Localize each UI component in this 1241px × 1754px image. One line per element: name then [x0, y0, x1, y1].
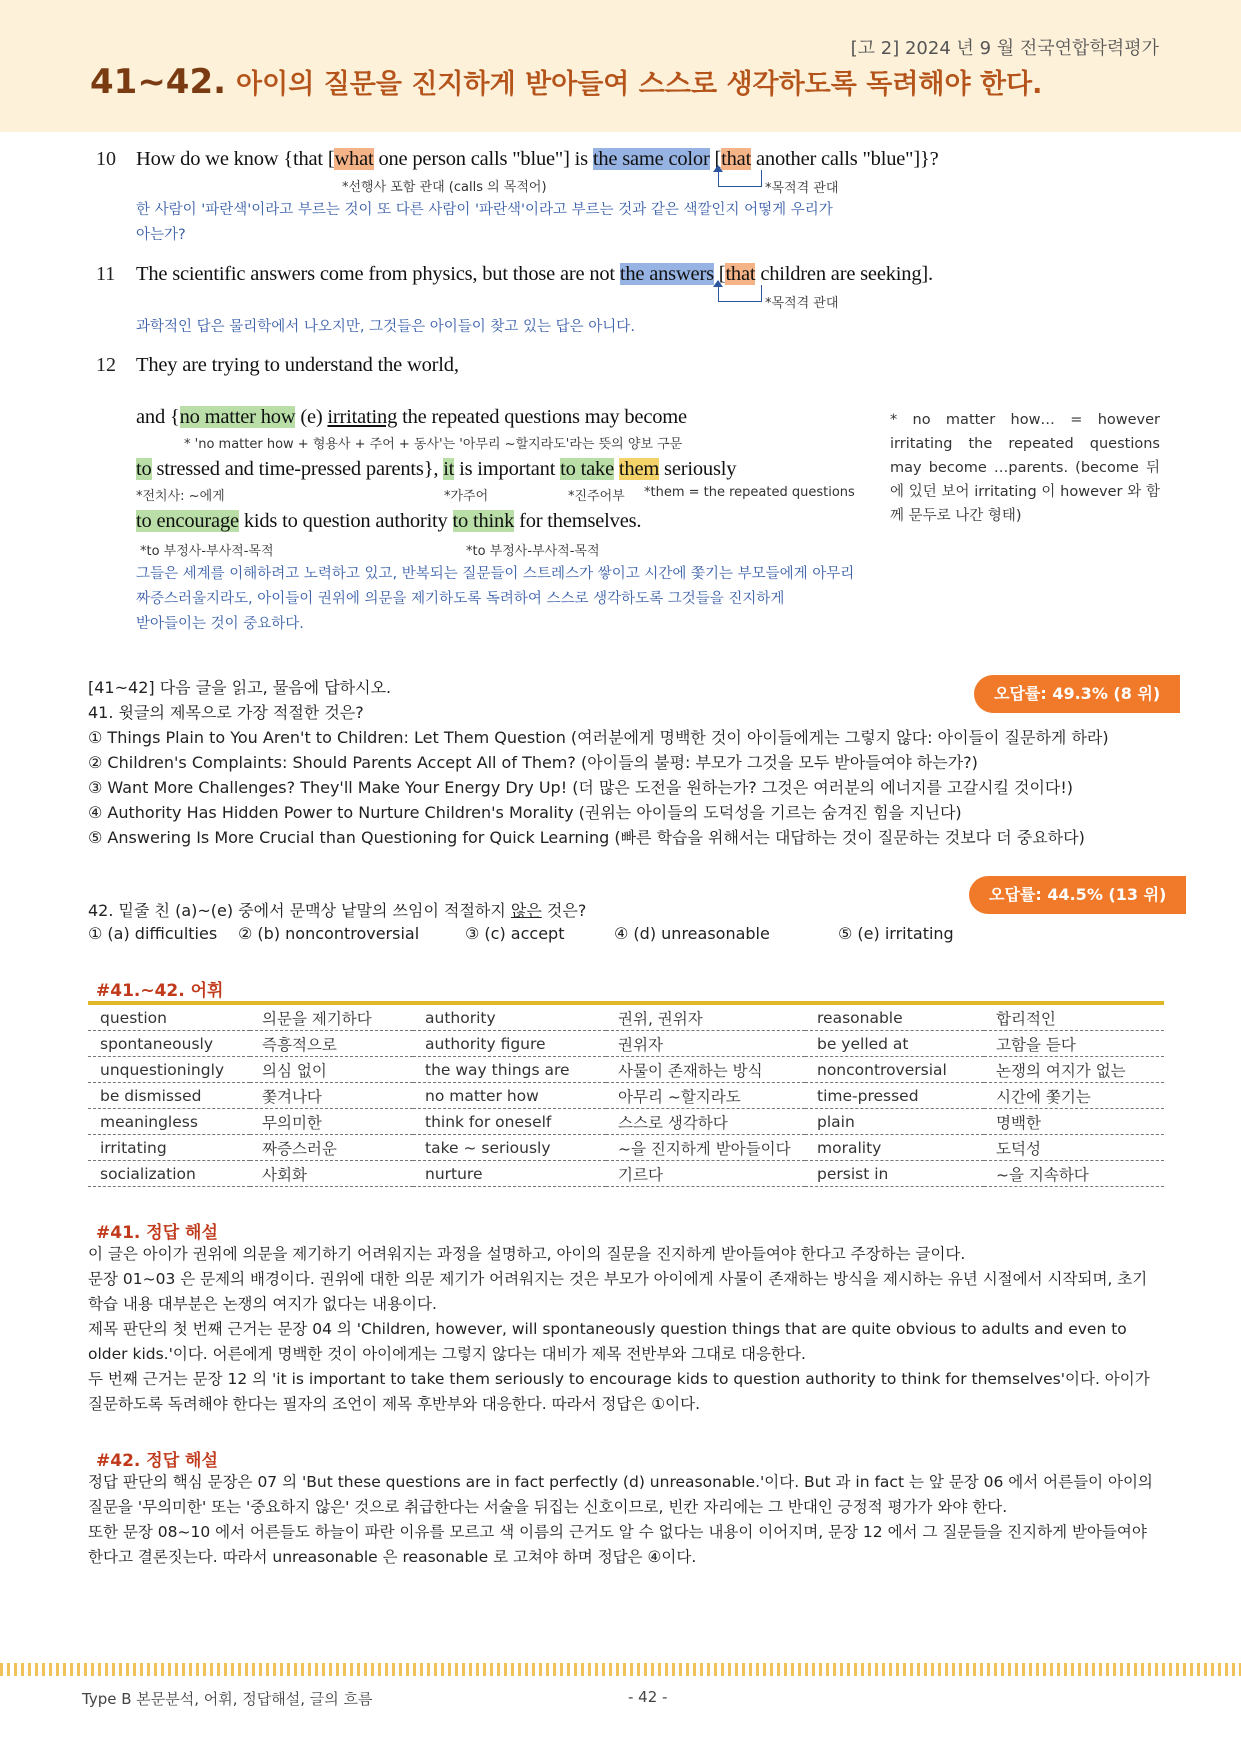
grammar-note: *목적격 관대 — [765, 181, 839, 196]
answer-42-title: #42. 정답 해설 — [96, 1451, 218, 1471]
question-42 — [88, 898, 586, 923]
underlined-irritating: irritating — [327, 406, 398, 428]
option-4[interactable]: ④ (d) unreasonable — [614, 924, 770, 943]
vocab-cell: 시간에 쫓기는 — [984, 1083, 1164, 1109]
page-header — [0, 0, 1241, 132]
sentence-number: 11 — [96, 263, 116, 285]
side-grammar-note: * no matter how… = however irritating the repeated questions may become …parents. (become 뒤에 있던 보어 irritating 이 however 와 함께 문두로 나간 형태) — [890, 412, 1160, 524]
hl-antecedent: the same color — [592, 148, 710, 170]
sentence-number: 10 — [96, 148, 116, 170]
vocab-cell: 아무리 ~할지라도 — [606, 1083, 805, 1109]
vocab-cell: be dismissed — [88, 1083, 250, 1109]
hl-antecedent: the answers — [619, 263, 714, 285]
grammar-note: *them = the repeated questions — [644, 485, 855, 500]
vocab-cell: the way things are — [413, 1057, 606, 1083]
vocab-row — [88, 1031, 1164, 1057]
grammar-note: *선행사 포함 관대 (calls 의 목적어) — [342, 180, 547, 195]
hl-that: that — [725, 263, 756, 285]
hl-no-matter-how: no matter how — [179, 406, 296, 428]
question-intro: [41~42] 다음 글을 읽고, 물음에 답하시오. — [88, 678, 392, 697]
grammar-note: *to 부정사-부사적-목적 — [466, 544, 600, 559]
vocab-row — [88, 1109, 1164, 1135]
vocab-cell: 권위, 권위자 — [606, 1005, 805, 1031]
vocab-cell: 명백한 — [984, 1109, 1164, 1135]
vocab-cell: 도덕성 — [984, 1135, 1164, 1161]
vocab-cell: 짜증스러운 — [250, 1135, 413, 1161]
vocab-cell: persist in — [805, 1161, 984, 1187]
page-number: - 42 - — [628, 1688, 668, 1706]
korean-translation: 한 사람이 '파란색'이라고 부르는 것이 또 다른 사람이 '파란색'이라고 부르는 것과 같은 색깔인지 어떻게 우리가 아는가? — [136, 202, 833, 243]
vocab-cell: 즉흥적으로 — [250, 1031, 413, 1057]
footer-stripe — [0, 1663, 1241, 1676]
vocab-cell: irritating — [88, 1135, 250, 1161]
exam-tag: [고 2] 2024 년 9 월 전국연합학력평가 — [850, 38, 1159, 59]
error-rate-badge-41: 오답률: 49.3% (8 위) — [974, 675, 1180, 713]
grammar-note: *to 부정사-부사적-목적 — [140, 544, 274, 559]
hl-that: that — [721, 148, 752, 170]
vocab-cell: think for oneself — [413, 1109, 606, 1135]
vocab-cell: ~을 진지하게 받아들이다 — [606, 1135, 805, 1161]
answer-41-title: #41. 정답 해설 — [96, 1223, 218, 1243]
option-3[interactable]: ③ (c) accept — [465, 924, 565, 943]
grammar-note: *전치사: ~에게 — [136, 489, 225, 504]
vocab-cell: 의심 없이 — [250, 1057, 413, 1083]
vocab-cell: 쫓겨나다 — [250, 1083, 413, 1109]
sentence-english: How do we know {that [what one person calls "blue"] is the same color [that another calls "blue"]}? — [136, 148, 939, 170]
sentence-line-1: They are trying to understand the world, — [136, 354, 459, 376]
grammar-note: * 'no matter how + 형용사 + 주어 + 동사'는 '아무리 ~할지라도'라는 뜻의 양보 구문 — [184, 437, 683, 452]
option-2[interactable]: ② Children's Complaints: Should Parents Accept All of Them? (아이들의 불평: 부모가 그것을 모두 받아들여야 하는가?) — [88, 753, 978, 772]
option-5[interactable]: ⑤ Answering Is More Crucial than Questioning for Quick Learning (빠른 학습을 위해서는 대답하는 것이 질문하는 것보다 더 중요하다) — [88, 828, 1085, 847]
vocab-cell: 기르다 — [606, 1161, 805, 1187]
vocab-cell: ~을 지속하다 — [984, 1161, 1164, 1187]
option-1[interactable]: ① (a) difficulties — [88, 924, 218, 943]
question-number: 41~42. — [90, 62, 227, 102]
vocab-row — [88, 1057, 1164, 1083]
vocab-row — [88, 1161, 1164, 1187]
vocab-table — [88, 1001, 1164, 1187]
hl-to-encourage: to encourage — [136, 510, 239, 532]
vocab-cell: spontaneously — [88, 1031, 250, 1057]
option-2[interactable]: ② (b) noncontroversial — [238, 924, 420, 943]
hl-them: them — [618, 458, 660, 480]
sentence-english: The scientific answers come from physics, but those are not the answers [that children are seeking]. — [136, 263, 933, 285]
vocab-cell: question — [88, 1005, 250, 1031]
sentence-line-3: to stressed and time-pressed parents}, it is important to take them seriously — [136, 458, 737, 480]
vocab-cell: time-pressed — [805, 1083, 984, 1109]
hl-to-think: to think — [452, 510, 515, 532]
error-rate-badge-42: 오답률: 44.5% (13 위) — [969, 876, 1186, 914]
relation-arrow — [718, 285, 762, 302]
sentence-number: 12 — [96, 354, 116, 376]
question-41 — [88, 675, 1109, 850]
answer-41-text: 이 글은 아이가 권위에 의문을 제기하기 어려워지는 과정을 설명하고, 아이의 질문을 진지하게 받아들여야 한다고 주장하는 글이다. 문장 01~03 은 문제의 배경이다. 권위에 대한 의문 제기가 어려워지는 것은 부모가 아이에게 사물이 존재하는 방식을 제시하는 유년 시절에서 시작되며, 초기 학습 내용 대부분은 논쟁의 여지가 없다는 내용이다. 제목 판단의 첫 번째 근거는 문장 04 의 'Children, however, will spontaneously question things that are quite obvious to adults and even to older kids.'이다. 어른에게 명백한 것이 아이에게는 그렇지 않다는 대비가 제목 전반부와 그대로 대응한다. 두 번째 근거는 문장 12 의 'it is important to take them seriously to encourage kids to question authority to think for themselves'이다. 아이가 질문하도록 독려해야 한다는 필자의 조언이 제목 후반부와 대응한다. 따라서 정답은 ①이다. — [88, 1245, 1150, 1413]
vocab-row — [88, 1083, 1164, 1109]
answer-42-text: 정답 판단의 핵심 문장은 07 의 'But these questions are in fact perfectly (d) unreasonable.'이다. But 과 in fact 는 앞 문장 06 에서 어른들이 아이의 질문을 '무의미한' 또는 '중요하지 않은' 것으로 취급한다는 서술을 뒤집는 신호이므로, 빈칸 자리에는 그 반대인 긍정적 평가가 와야 한다. 또한 문장 08~10 에서 어른들도 하늘이 파란 이유를 모르고 색 이름의 근거도 알 수 없다는 내용이 이어지며, 문장 12 에서 그 질문들을 진지하게 받아들여야 한다고 결론짓는다. 따라서 unreasonable 은 reasonable 로 고쳐야 하며 정답은 ④이다. — [88, 1473, 1153, 1566]
option-1[interactable]: ① Things Plain to You Aren't to Children: Let Them Question (여러분에게 명백한 것이 아이들에게는 그렇지 않다: 아이들이 질문하게 하라) — [88, 728, 1109, 747]
vocab-cell: 사물이 존재하는 방식 — [606, 1057, 805, 1083]
relation-arrow — [718, 170, 762, 187]
vocab-cell: reasonable — [805, 1005, 984, 1031]
grammar-note: *목적격 관대 — [765, 296, 839, 311]
vocab-row — [88, 1005, 1164, 1031]
title-text: 아이의 질문을 진지하게 받아들여 스스로 생각하도록 독려해야 한다. — [236, 69, 1043, 100]
vocab-cell: nurture — [413, 1161, 606, 1187]
question-text: 41. 윗글의 제목으로 가장 적절한 것은? — [88, 703, 364, 722]
hl-it: it — [443, 458, 455, 480]
vocab-cell: 무의미한 — [250, 1109, 413, 1135]
sentence-line-4: to encourage kids to question authority to think for themselves. — [136, 510, 642, 532]
grammar-note: *가주어 — [444, 489, 489, 504]
option-3[interactable]: ③ Want More Challenges? They'll Make Your Energy Dry Up! (더 많은 도전을 원하는가? 그것은 여러분의 에너지를 고갈시킬 것이다!) — [88, 778, 1074, 797]
vocab-cell: 논쟁의 여지가 없는 — [984, 1057, 1164, 1083]
vocab-cell: authority — [413, 1005, 606, 1031]
option-4[interactable]: ④ Authority Has Hidden Power to Nurture Children's Morality (권위는 아이들의 도덕성을 기르는 숨겨진 힘을 지닌다) — [88, 803, 962, 822]
vocab-cell: authority figure — [413, 1031, 606, 1057]
vocab-cell: unquestioningly — [88, 1057, 250, 1083]
hl-to-take: to take — [560, 458, 614, 480]
vocab-cell: 고함을 듣다 — [984, 1031, 1164, 1057]
option-5[interactable]: ⑤ (e) irritating — [838, 924, 954, 943]
question-text: 42. 밑줄 친 (a)~(e) 중에서 문맥상 낱말의 쓰임이 적절하지 않은 것은? — [88, 901, 587, 920]
footer-label: Type B 본문분석, 어휘, 정답해설, 글의 흐름 — [82, 1690, 373, 1708]
sentence-line-2: and {no matter how (e) irritating the repeated questions may become — [136, 406, 687, 428]
vocab-cell: morality — [805, 1135, 984, 1161]
korean-translation: 과학적인 답은 물리학에서 나오지만, 그것들은 아이들이 찾고 있는 답은 아니다. — [136, 319, 635, 335]
vocab-cell: 합리적인 — [984, 1005, 1164, 1031]
page-title — [90, 62, 1042, 102]
vocab-cell: take ~ seriously — [413, 1135, 606, 1161]
vocab-cell: no matter how — [413, 1083, 606, 1109]
vocab-cell: 스스로 생각하다 — [606, 1109, 805, 1135]
vocab-cell: be yelled at — [805, 1031, 984, 1057]
vocab-cell: plain — [805, 1109, 984, 1135]
vocab-cell: socialization — [88, 1161, 250, 1187]
hl-what: what — [334, 148, 374, 170]
vocab-cell: 사회화 — [250, 1161, 413, 1187]
vocab-cell: meaningless — [88, 1109, 250, 1135]
vocab-cell: 의문을 제기하다 — [250, 1005, 413, 1031]
vocab-cell: 권위자 — [606, 1031, 805, 1057]
vocab-title: #41.~42. 어휘 — [96, 981, 224, 1001]
korean-translation: 그들은 세계를 이해하려고 노력하고 있고, 반복되는 질문들이 스트레스가 쌓이고 시간에 쫓기는 부모들에게 아무리 짜증스러울지라도, 아이들이 권위에 의문을 제기하도록 독려하여 스스로 생각하도록 그것들을 진지하게 받아들이는 것이 중요하다. — [136, 566, 855, 632]
vocab-cell: noncontroversial — [805, 1057, 984, 1083]
hl-to: to — [136, 458, 152, 480]
vocab-row — [88, 1135, 1164, 1161]
grammar-note: *진주어부 — [568, 489, 625, 504]
